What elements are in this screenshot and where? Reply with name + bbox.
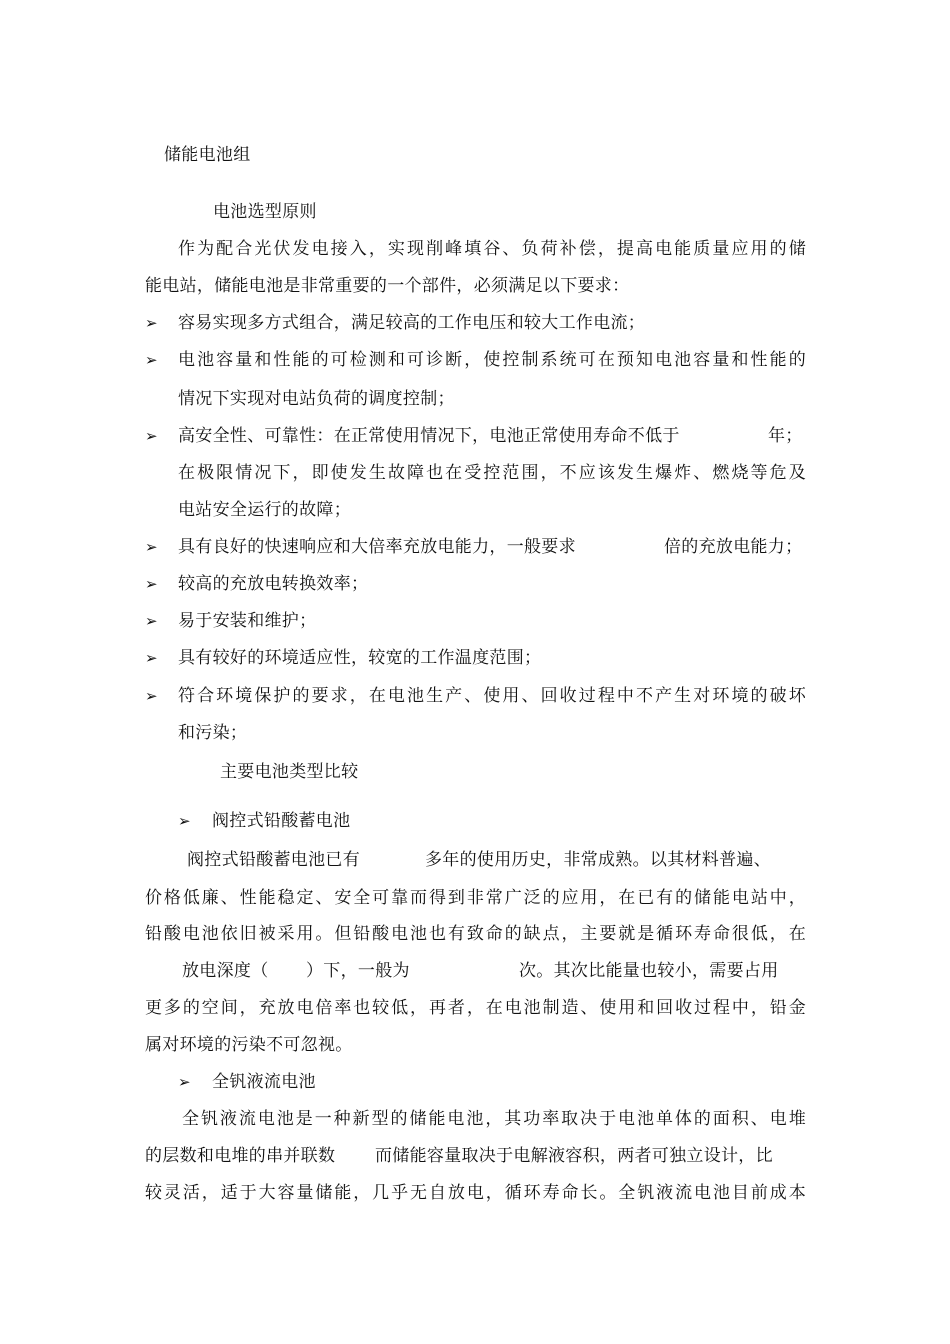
justified-text: 价格低廉、性能稳定、安全可靠而得到非常广泛的应用，在已有的储能电站中， bbox=[145, 888, 806, 908]
paragraph-lead-acid-line: 放电深度（ bbox=[182, 961, 269, 981]
bullet-arrow-icon: ➢ bbox=[178, 1073, 191, 1091]
list-item-continuation: 电站安全运行的故障； bbox=[178, 500, 351, 520]
paragraph-lead-acid-line-tail: 多年的使用历史，非常成熟。以其材料普遍、 bbox=[425, 850, 771, 870]
justified-text: 电池容量和性能的可检测和可诊断，使控制系统可在预知电池容量和性能的 bbox=[178, 350, 806, 370]
justified-text: 全钒液流电池是一种新型的储能电池，其功率取决于电池单体的面积、电堆 bbox=[182, 1109, 806, 1129]
paragraph-vanadium-line-tail: 而储能容量取决于电解液容积，两者可独立设计，比 bbox=[375, 1146, 773, 1166]
justified-text: 在极限情况下，即使发生故障也在受控范围，不应该发生爆炸、燃烧等危及 bbox=[178, 463, 806, 483]
paragraph-lead-acid-line: 阀控式铅酸蓄电池已有 bbox=[187, 850, 360, 870]
paragraph-intro-line bbox=[178, 239, 806, 259]
bullet-arrow-icon: ➢ bbox=[145, 687, 158, 705]
list-item-continuation bbox=[178, 463, 806, 483]
paragraph-lead-acid-line bbox=[145, 924, 806, 944]
list-item-continuation: 和污染； bbox=[178, 723, 248, 743]
paragraph-lead-acid-line bbox=[145, 998, 806, 1018]
list-item-requirement: 容易实现多方式组合，满足较高的工作电压和较大工作电流； bbox=[178, 313, 646, 333]
list-item-requirement: 较高的充放电转换效率； bbox=[178, 574, 369, 594]
bullet-arrow-icon: ➢ bbox=[145, 538, 158, 556]
list-item-requirement bbox=[178, 686, 806, 706]
list-item-requirement-tail: 年； bbox=[768, 426, 803, 446]
bullet-arrow-icon: ➢ bbox=[145, 575, 158, 593]
justified-text: 更多的空间，充放电倍率也较低，再者，在电池制造、使用和回收过程中，铅金 bbox=[145, 998, 806, 1018]
paragraph-lead-acid-line bbox=[145, 888, 806, 908]
list-item-continuation: 情况下实现对电站负荷的调度控制； bbox=[178, 389, 455, 409]
bullet-arrow-icon: ➢ bbox=[178, 812, 191, 830]
list-item-requirement bbox=[178, 350, 806, 370]
section-heading-selection: 电池选型原则 bbox=[213, 202, 317, 222]
justified-text: 较灵活，适于大容量储能，几乎无自放电，循环寿命长。全钒液流电池目前成本 bbox=[145, 1183, 806, 1203]
bullet-arrow-icon: ➢ bbox=[145, 649, 158, 667]
paragraph-vanadium-line bbox=[182, 1109, 806, 1129]
list-item-requirement: 具有较好的环境适应性，较宽的工作温度范围； bbox=[178, 648, 542, 668]
bullet-arrow-icon: ➢ bbox=[145, 612, 158, 630]
bullet-arrow-icon: ➢ bbox=[145, 351, 158, 369]
list-item-requirement: 易于安装和维护； bbox=[178, 611, 317, 631]
list-item-requirement: 具有良好的快速响应和大倍率充放电能力，一般要求 bbox=[178, 537, 576, 557]
paragraph-lead-acid-line: 属对环境的污染不可忽视。 bbox=[145, 1035, 353, 1055]
list-item-requirement: 高安全性、可靠性：在正常使用情况下，电池正常使用寿命不低于 bbox=[178, 426, 680, 446]
paragraph-lead-acid-line-mid: ）下，一般为 bbox=[306, 961, 410, 981]
document-title: 储能电池组 bbox=[164, 145, 251, 165]
paragraph-intro-line: 能电站，储能电池是非常重要的一个部件，必须满足以下要求： bbox=[145, 276, 630, 296]
justified-text: 铅酸电池依旧被采用。但铅酸电池也有致命的缺点，主要就是循环寿命很低，在 bbox=[145, 924, 806, 944]
bullet-arrow-icon: ➢ bbox=[145, 427, 158, 445]
paragraph-vanadium-line bbox=[145, 1183, 806, 1203]
justified-text: 符合环境保护的要求，在电池生产、使用、回收过程中不产生对环境的破坏 bbox=[178, 686, 806, 706]
subsection-heading-vanadium: 全钒液流电池 bbox=[212, 1072, 316, 1092]
bullet-arrow-icon: ➢ bbox=[145, 314, 158, 332]
paragraph-lead-acid-line-tail: 次。其次比能量也较小，需要占用 bbox=[519, 961, 779, 981]
list-item-requirement-tail: 倍的充放电能力； bbox=[664, 537, 803, 557]
paragraph-vanadium-line: 的层数和电堆的串并联数 bbox=[145, 1146, 336, 1166]
section-heading-comparison: 主要电池类型比较 bbox=[220, 762, 359, 782]
justified-text: 作为配合光伏发电接入，实现削峰填谷、负荷补偿，提高电能质量应用的储 bbox=[178, 239, 806, 259]
subsection-heading-lead-acid: 阀控式铅酸蓄电池 bbox=[212, 811, 351, 831]
